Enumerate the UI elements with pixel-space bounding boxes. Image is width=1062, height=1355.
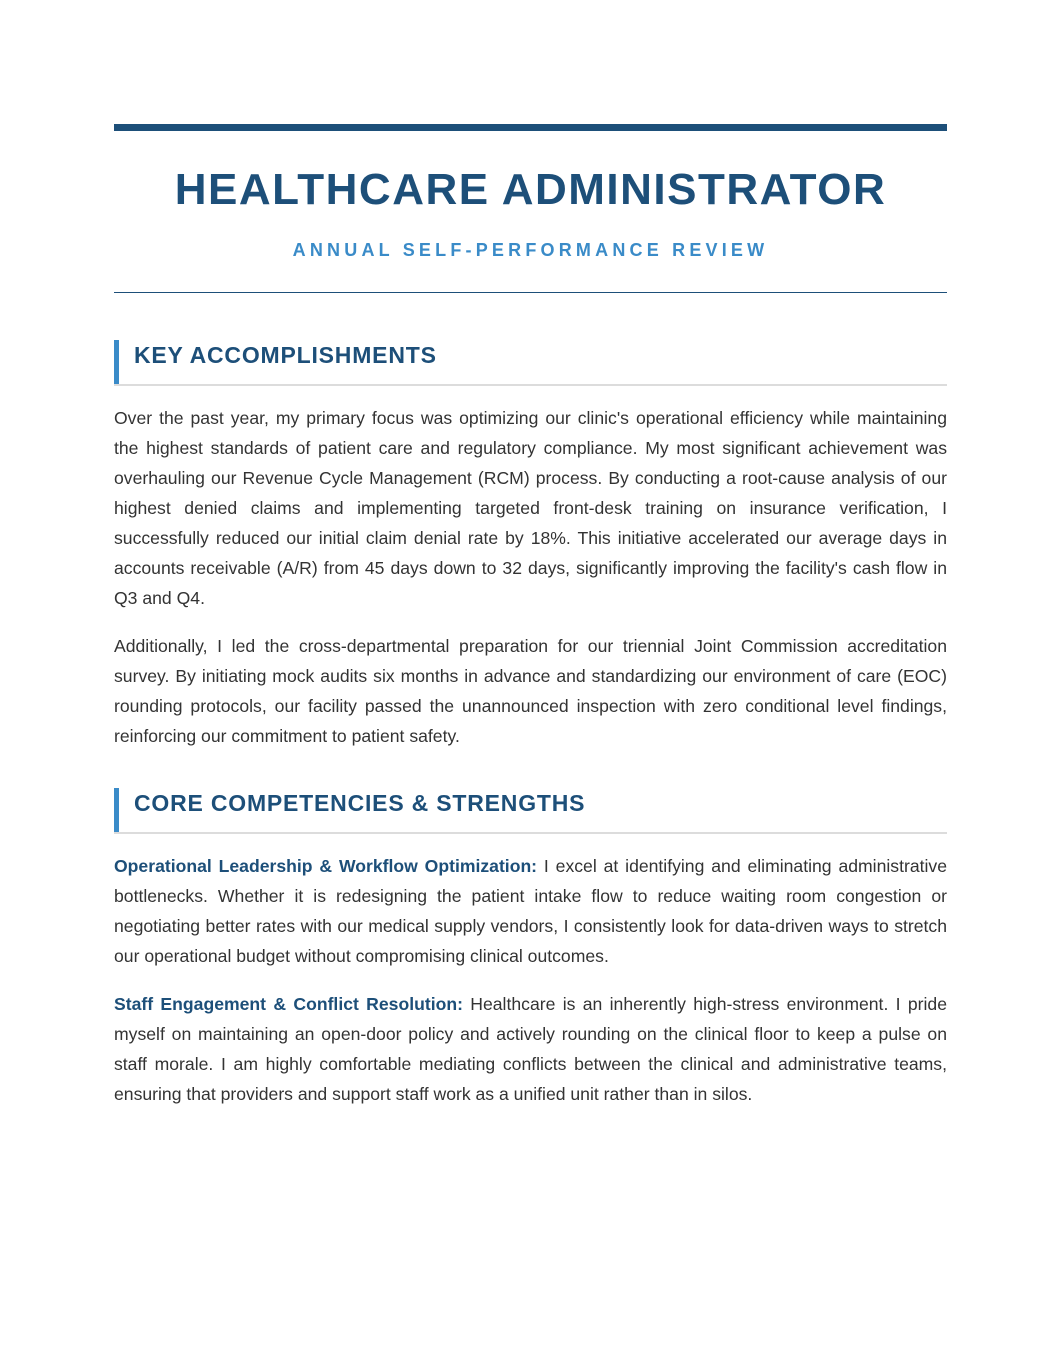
competency-description: I excel at identifying and eliminating administrative bottlenecks. Whether it is redesigning the patient intake flow to reduce waiting room congestion or negotiating better rates with our medical supply vendors, I consistently look for data-driven ways to stretch our operational budget without compromising clinical outcomes.	[114, 856, 947, 966]
section-heading-core-competencies	[114, 788, 947, 834]
section-accent-bar	[114, 340, 119, 384]
section-heading-key-accomplishments	[114, 340, 947, 386]
section-title: CORE COMPETENCIES & STRENGTHS	[134, 790, 586, 816]
document-title: HEALTHCARE ADMINISTRATOR	[174, 165, 887, 214]
competency-description: Healthcare is an inherently high-stress environment. I pride myself on maintaining an open-door policy and actively rounding on the clinical floor to keep a pulse on staff morale. I am highly comfortable mediating conflicts between the clinical and administrative teams, ensuring that providers and support staff work as a unified unit rather than in silos.	[114, 994, 948, 1104]
paragraph-accomplishments-2: Additionally, I led the cross-departmental preparation for our triennial Joint Commission accreditation survey. By initiating mock audits six months in advance and standardizing our environment of care (EOC) rounding protocols, our facility passed the unannounced inspection with zero conditional level findings, reinforcing our commitment to patient safety.	[114, 636, 947, 746]
header-bottom-rule	[114, 292, 947, 293]
section-title: KEY ACCOMPLISHMENTS	[134, 342, 437, 368]
competency-item-operational-leadership	[114, 851, 947, 971]
section-accent-bar	[114, 788, 119, 832]
competency-term: Operational Leadership & Workflow Optimization:	[114, 856, 538, 876]
document-subtitle: ANNUAL SELF-PERFORMANCE REVIEW	[292, 240, 769, 260]
competency-term: Staff Engagement & Conflict Resolution:	[114, 994, 463, 1014]
header-top-rule	[114, 124, 947, 131]
paragraph-accomplishments-1: Over the past year, my primary focus was optimizing our clinic's operational efficiency while maintaining the highest standards of patient care and regulatory compliance. My most significant achievement was overhauling our Revenue Cycle Management (RCM) process. By conducting a root-cause analysis of our highest denied claims and implementing targeted front-desk training on insurance verification, I successfully reduced our initial claim denial rate by 18%. This initiative accelerated our average days in accounts receivable (A/R) from 45 days down to 32 days, significantly improving the facility's cash flow in Q3 and Q4.	[114, 408, 947, 608]
document-page	[114, 124, 947, 1109]
competency-item-staff-engagement	[114, 989, 947, 1109]
